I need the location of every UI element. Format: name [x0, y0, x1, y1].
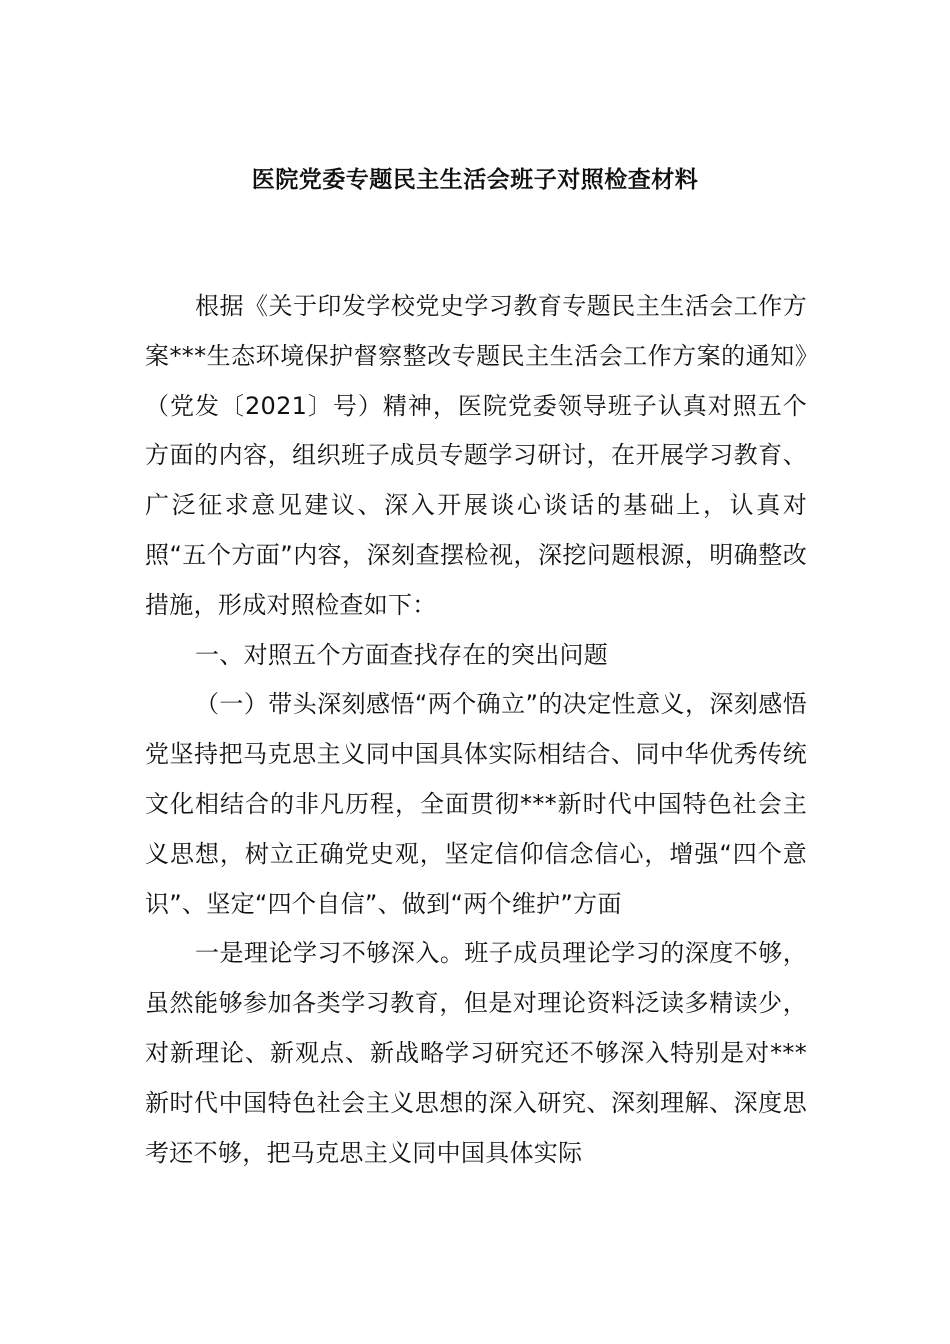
subsection-heading-1: （一）带头深刻感悟“两个确立”的决定性意义，深刻感悟党坚持把马克思主义同中国具体实际相结合、同中华优秀传统文化相结合的非凡历程，全面贯彻***新时代中国特色社会主义思想，树立正确党史观，坚定信仰信念信心，增强“四个意识”、坚定“四个自信”、做到“两个维护”方面	[145, 690, 807, 918]
section-heading-1: 一、对照五个方面查找存在的突出问题	[195, 640, 609, 669]
document-title: 医院党委专题民主生活会班子对照检查材料	[251, 167, 699, 193]
problem-paragraph-1: 一是理论学习不够深入。班子成员理论学习的深度不够，虽然能够参加各类学习教育，但是对理论资料泛读多精读少，对新理论、新观点、新战略学习研究还不够深入特别是对***新时代中国特色社会主义思想的深入研究、深刻理解、深度思考还不够，把马克思主义同中国具体实际	[145, 939, 807, 1167]
document-body	[145, 282, 807, 1178]
intro-paragraph: 根据《关于印发学校党史学习教育专题民主生活会工作方案***生态环境保护督察整改专题民主生活会工作方案的通知》（党发〔2021〕号）精神，医院党委领导班子认真对照五个方面的内容，组织班子成员专题学习研讨，在开展学习教育、广泛征求意见建议、深入开展谈心谈话的基础上，认真对照“五个方面”内容，深刻查摆检视，深挖问题根源，明确整改措施，形成对照检查如下：	[145, 292, 807, 619]
